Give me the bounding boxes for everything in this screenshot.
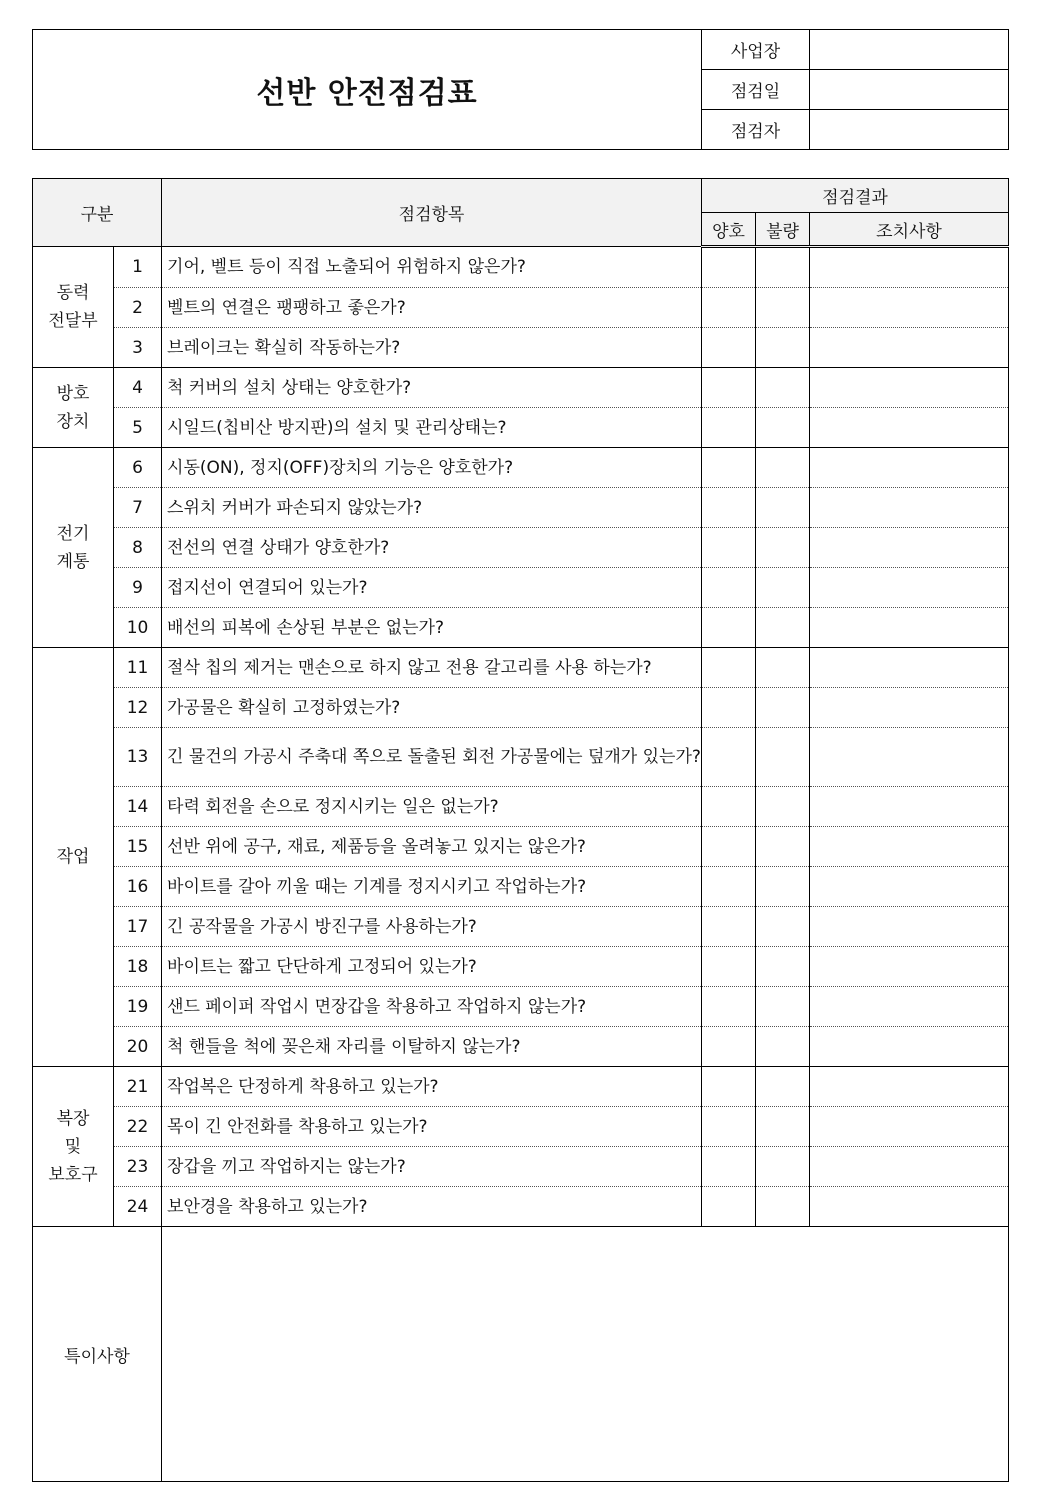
item-number: 11 — [114, 648, 162, 688]
bad-header: 불량 — [756, 213, 810, 247]
item-number: 12 — [114, 688, 162, 728]
action-cell[interactable] — [810, 987, 1009, 1027]
action-cell[interactable] — [810, 787, 1009, 827]
checklist-row — [33, 368, 1009, 408]
checklist-row — [33, 608, 1009, 648]
item-number: 23 — [114, 1147, 162, 1187]
good-cell[interactable] — [702, 688, 756, 728]
item-number: 24 — [114, 1187, 162, 1227]
item-text: 시동(ON), 정지(OFF)장치의 기능은 양호한가? — [162, 448, 702, 488]
action-cell[interactable] — [810, 1147, 1009, 1187]
action-cell[interactable] — [810, 247, 1009, 288]
bad-cell[interactable] — [756, 608, 810, 648]
good-cell[interactable] — [702, 947, 756, 987]
result-header: 점검결과 — [702, 179, 1009, 213]
bad-cell[interactable] — [756, 987, 810, 1027]
item-text: 스위치 커버가 파손되지 않았는가? — [162, 488, 702, 528]
action-cell[interactable] — [810, 608, 1009, 648]
item-number: 20 — [114, 1027, 162, 1067]
bad-cell[interactable] — [756, 728, 810, 787]
bad-cell[interactable] — [756, 328, 810, 368]
bad-cell[interactable] — [756, 1067, 810, 1107]
item-text: 보안경을 착용하고 있는가? — [162, 1187, 702, 1227]
item-number: 15 — [114, 827, 162, 867]
item-text: 작업복은 단정하게 착용하고 있는가? — [162, 1067, 702, 1107]
category-label: 계통 — [56, 551, 90, 572]
bad-cell[interactable] — [756, 1027, 810, 1067]
bad-cell[interactable] — [756, 688, 810, 728]
item-text: 타력 회전을 손으로 정지시키는 일은 없는가? — [162, 787, 702, 827]
checklist-row — [33, 987, 1009, 1027]
action-cell[interactable] — [810, 867, 1009, 907]
item-text: 브레이크는 확실히 작동하는가? — [162, 328, 702, 368]
bad-cell[interactable] — [756, 907, 810, 947]
remarks-label: 특이사항 — [33, 1227, 162, 1482]
checklist-table — [32, 178, 1009, 1482]
checklist-row — [33, 787, 1009, 827]
item-number: 4 — [114, 368, 162, 408]
item-text: 배선의 피복에 손상된 부분은 없는가? — [162, 608, 702, 648]
good-cell[interactable] — [702, 728, 756, 787]
item-number: 2 — [114, 288, 162, 328]
item-text: 장갑을 끼고 작업하지는 않는가? — [162, 1147, 702, 1187]
good-cell[interactable] — [702, 528, 756, 568]
item-text: 바이트를 갈아 끼울 때는 기계를 정지시키고 작업하는가? — [162, 867, 702, 907]
checklist-row — [33, 867, 1009, 907]
action-cell[interactable] — [810, 1187, 1009, 1227]
category-label: 및 — [64, 1136, 82, 1157]
bad-cell[interactable] — [756, 448, 810, 488]
checklist-row — [33, 1107, 1009, 1147]
item-number: 16 — [114, 867, 162, 907]
good-cell[interactable] — [702, 867, 756, 907]
action-cell[interactable] — [810, 907, 1009, 947]
item-header: 점검항목 — [162, 179, 702, 247]
bad-cell[interactable] — [756, 528, 810, 568]
checklist-row — [33, 448, 1009, 488]
action-cell[interactable] — [810, 1067, 1009, 1107]
category-label: 전달부 — [48, 311, 98, 331]
category-cell — [33, 1067, 114, 1227]
checklist-row — [33, 688, 1009, 728]
item-number: 21 — [114, 1067, 162, 1107]
action-cell[interactable] — [810, 368, 1009, 408]
action-cell[interactable] — [810, 827, 1009, 867]
action-cell[interactable] — [810, 947, 1009, 987]
bad-cell[interactable] — [756, 488, 810, 528]
item-text: 전선의 연결 상태가 양호한가? — [162, 528, 702, 568]
item-number: 9 — [114, 568, 162, 608]
page-title: 선반 안전점검표 — [33, 30, 702, 150]
bad-cell[interactable] — [756, 408, 810, 448]
category-label: 장치 — [56, 411, 90, 432]
checklist-row — [33, 568, 1009, 608]
action-cell[interactable] — [810, 1027, 1009, 1067]
good-cell[interactable] — [702, 1027, 756, 1067]
checklist-body — [33, 247, 1009, 1227]
good-cell[interactable] — [702, 648, 756, 688]
item-number: 7 — [114, 488, 162, 528]
item-number: 3 — [114, 328, 162, 368]
category-label: 작업 — [56, 847, 90, 867]
item-text: 척 핸들을 척에 꽂은채 자리를 이탈하지 않는가? — [162, 1027, 702, 1067]
good-cell[interactable] — [702, 247, 756, 288]
remarks-field[interactable] — [162, 1227, 1009, 1482]
category-label: 복장 — [56, 1108, 90, 1129]
category-label: 동력 — [56, 283, 90, 303]
action-cell[interactable] — [810, 1107, 1009, 1147]
inspection-date-field[interactable] — [810, 70, 1009, 110]
item-number: 13 — [114, 728, 162, 787]
bad-cell[interactable] — [756, 947, 810, 987]
item-number: 14 — [114, 787, 162, 827]
action-cell[interactable] — [810, 528, 1009, 568]
bad-cell[interactable] — [756, 648, 810, 688]
action-cell[interactable] — [810, 728, 1009, 787]
item-text: 샌드 페이퍼 작업시 면장갑을 착용하고 작업하지 않는가? — [162, 987, 702, 1027]
bad-cell[interactable] — [756, 568, 810, 608]
item-number: 5 — [114, 408, 162, 448]
good-cell[interactable] — [702, 488, 756, 528]
good-cell[interactable] — [702, 827, 756, 867]
workplace-label: 사업장 — [702, 30, 810, 70]
checklist-row — [33, 528, 1009, 568]
checklist-row — [33, 947, 1009, 987]
checklist-row — [33, 907, 1009, 947]
checklist-row — [33, 648, 1009, 688]
checklist-row — [33, 728, 1009, 787]
item-text: 절삭 칩의 제거는 맨손으로 하지 않고 전용 갈고리를 사용 하는가? — [162, 648, 702, 688]
checklist-row — [33, 488, 1009, 528]
item-number: 10 — [114, 608, 162, 648]
bad-cell[interactable] — [756, 1107, 810, 1147]
good-cell[interactable] — [702, 368, 756, 408]
category-label: 전기 — [56, 523, 90, 544]
item-text: 기어, 벨트 등이 직접 노출되어 위험하지 않은가? — [162, 247, 702, 288]
category-label: 방호 — [56, 383, 90, 404]
checklist-row — [33, 408, 1009, 448]
category-cell — [33, 648, 114, 1067]
item-number: 17 — [114, 907, 162, 947]
item-text: 벨트의 연결은 팽팽하고 좋은가? — [162, 288, 702, 328]
item-text: 바이트는 짧고 단단하게 고정되어 있는가? — [162, 947, 702, 987]
item-text: 긴 물건의 가공시 주축대 쪽으로 돌출된 회전 가공물에는 덮개가 있는가? — [162, 728, 702, 787]
item-number: 22 — [114, 1107, 162, 1147]
checklist-row — [33, 1027, 1009, 1067]
bad-cell[interactable] — [756, 368, 810, 408]
action-header: 조치사항 — [810, 213, 1009, 247]
item-number: 19 — [114, 987, 162, 1027]
checklist-row — [33, 1147, 1009, 1187]
category-header: 구분 — [33, 179, 162, 247]
checklist-row — [33, 247, 1009, 288]
good-cell[interactable] — [702, 1107, 756, 1147]
header-table — [32, 29, 1009, 150]
inspector-label: 점검자 — [702, 110, 810, 150]
action-cell[interactable] — [810, 568, 1009, 608]
good-cell[interactable] — [702, 1147, 756, 1187]
inspection-date-label: 점검일 — [702, 70, 810, 110]
bad-cell[interactable] — [756, 1147, 810, 1187]
item-text: 시일드(칩비산 방지판)의 설치 및 관리상태는? — [162, 408, 702, 448]
checklist-row — [33, 1187, 1009, 1227]
item-text: 긴 공작물을 가공시 방진구를 사용하는가? — [162, 907, 702, 947]
category-cell — [33, 448, 114, 648]
item-number: 8 — [114, 528, 162, 568]
action-cell[interactable] — [810, 448, 1009, 488]
workplace-field[interactable] — [810, 30, 1009, 70]
good-cell[interactable] — [702, 328, 756, 368]
category-cell — [33, 368, 114, 448]
good-cell[interactable] — [702, 787, 756, 827]
action-cell[interactable] — [810, 488, 1009, 528]
good-cell[interactable] — [702, 448, 756, 488]
item-number: 18 — [114, 947, 162, 987]
good-cell[interactable] — [702, 1187, 756, 1227]
good-cell[interactable] — [702, 1067, 756, 1107]
bad-cell[interactable] — [756, 1187, 810, 1227]
item-text: 접지선이 연결되어 있는가? — [162, 568, 702, 608]
category-label: 보호구 — [48, 1164, 98, 1185]
good-header: 양호 — [702, 213, 756, 247]
action-cell[interactable] — [810, 648, 1009, 688]
bad-cell[interactable] — [756, 288, 810, 328]
action-cell[interactable] — [810, 408, 1009, 448]
item-number: 1 — [114, 247, 162, 288]
bad-cell[interactable] — [756, 867, 810, 907]
checklist-row — [33, 288, 1009, 328]
item-text: 척 커버의 설치 상태는 양호한가? — [162, 368, 702, 408]
checklist-row — [33, 827, 1009, 867]
action-cell[interactable] — [810, 288, 1009, 328]
bad-cell[interactable] — [756, 787, 810, 827]
inspector-field[interactable] — [810, 110, 1009, 150]
good-cell[interactable] — [702, 987, 756, 1027]
good-cell[interactable] — [702, 568, 756, 608]
action-cell[interactable] — [810, 328, 1009, 368]
checklist-row — [33, 328, 1009, 368]
category-cell — [33, 247, 114, 368]
item-text: 선반 위에 공구, 재료, 제품등을 올려놓고 있지는 않은가? — [162, 827, 702, 867]
good-cell[interactable] — [702, 408, 756, 448]
good-cell[interactable] — [702, 288, 756, 328]
action-cell[interactable] — [810, 688, 1009, 728]
item-text: 가공물은 확실히 고정하였는가? — [162, 688, 702, 728]
item-number: 6 — [114, 448, 162, 488]
good-cell[interactable] — [702, 608, 756, 648]
bad-cell[interactable] — [756, 247, 810, 288]
bad-cell[interactable] — [756, 827, 810, 867]
item-text: 목이 긴 안전화를 착용하고 있는가? — [162, 1107, 702, 1147]
checklist-row — [33, 1067, 1009, 1107]
good-cell[interactable] — [702, 907, 756, 947]
